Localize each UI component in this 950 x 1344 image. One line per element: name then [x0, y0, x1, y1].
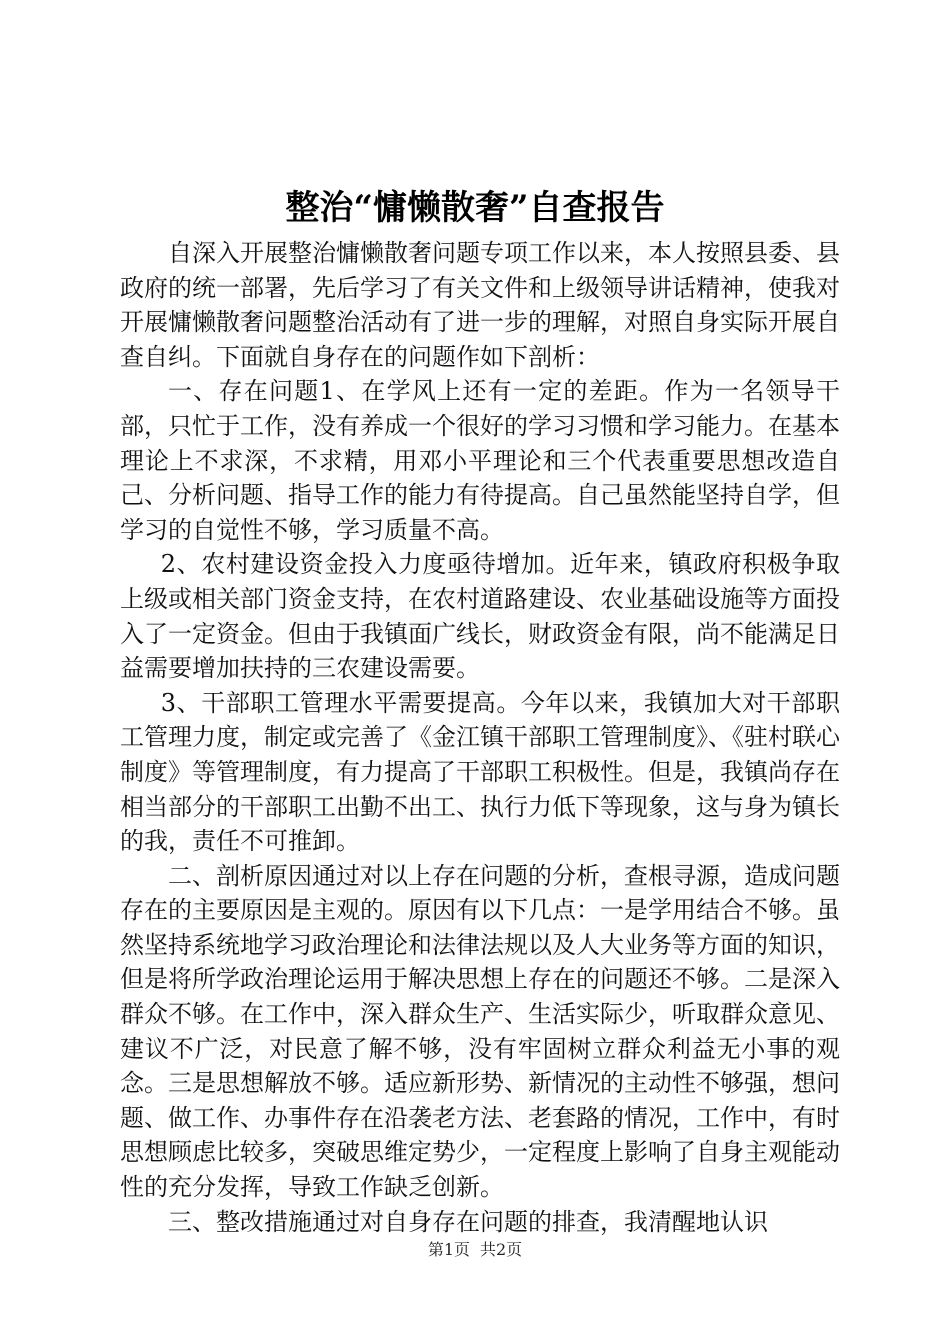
paragraph-rectification: 三、整改措施通过对自身存在问题的排查，我清醒地认识	[168, 1207, 768, 1236]
document-title: 整治“慵懒散奢”自查报告	[285, 188, 665, 228]
paragraph-cause-analysis: 二、剖析原因通过对以上存在问题的分析，查根寻源，造成问题存在的主要原因是主观的。原因有以下几点：一是学用结合不够。虽然坚持系统地学习政治理论和法律法规以及人大业务等方面的知识，但是将所学政治理论运用于解决思想上存在的问题还不够。二是深入群众不够。在工作中，深入群众生产、生活实际少，听取群众意见、建议不广泛，对民意了解不够，没有牢固树立群众利益无小事的观念。三是思想解放不够。适应新形势、新情况的主动性不够强，想问题、做工作、办事件存在沿袭老方法、老套路的情况，工作中，有时思想顾虑比较多，突破思维定势少，一定程度上影响了自身主观能动性的充分发挥，导致工作缺乏创新。	[120, 861, 840, 1202]
paragraph-problem-3: 3、干部职工管理水平需要提高。今年以来，我镇加大对干部职工管理力度，制定或完善了《金江镇干部职工管理制度》、《驻村联心制度》等管理制度，有力提高了干部职工积极性。但是，我镇尚存在相当部分的干部职工出勤不出工、执行力低下等现象，这与身为镇长的我，责任不可推卸。	[120, 688, 840, 856]
document-body	[120, 236, 840, 1239]
paragraph-problem-2: 2、农村建设资金投入力度亟待增加。近年来，镇政府积极争取上级或相关部门资金支持，在农村道路建设、农业基础设施等方面投入了一定资金。但由于我镇面广线长，财政资金有限，尚不能满足日益需要增加扶持的三农建设需要。	[120, 550, 840, 683]
page-number-total: 共2页	[480, 1240, 523, 1259]
paragraph-intro: 自深入开展整治慵懒散奢问题专项工作以来，本人按照县委、县政府的统一部署，先后学习了有关文件和上级领导讲话精神，使我对开展慵懒散奢问题整治活动有了进一步的理解，对照自身实际开展自查自纠。下面就自身存在的问题作如下剖析：	[120, 239, 840, 371]
page-footer	[0, 1240, 950, 1260]
paragraph-problem-1: 一、存在问题1、在学风上还有一定的差距。作为一名领导干部，只忙于工作，没有养成一个很好的学习习惯和学习能力。在基本理论上不求深，不求精，用邓小平理论和三个代表重要思想改造自己、分析问题、指导工作的能力有待提高。自己虽然能坚持自学，但学习的自觉性不够，学习质量不高。	[120, 377, 840, 544]
page-number-current: 第1页	[427, 1240, 470, 1259]
